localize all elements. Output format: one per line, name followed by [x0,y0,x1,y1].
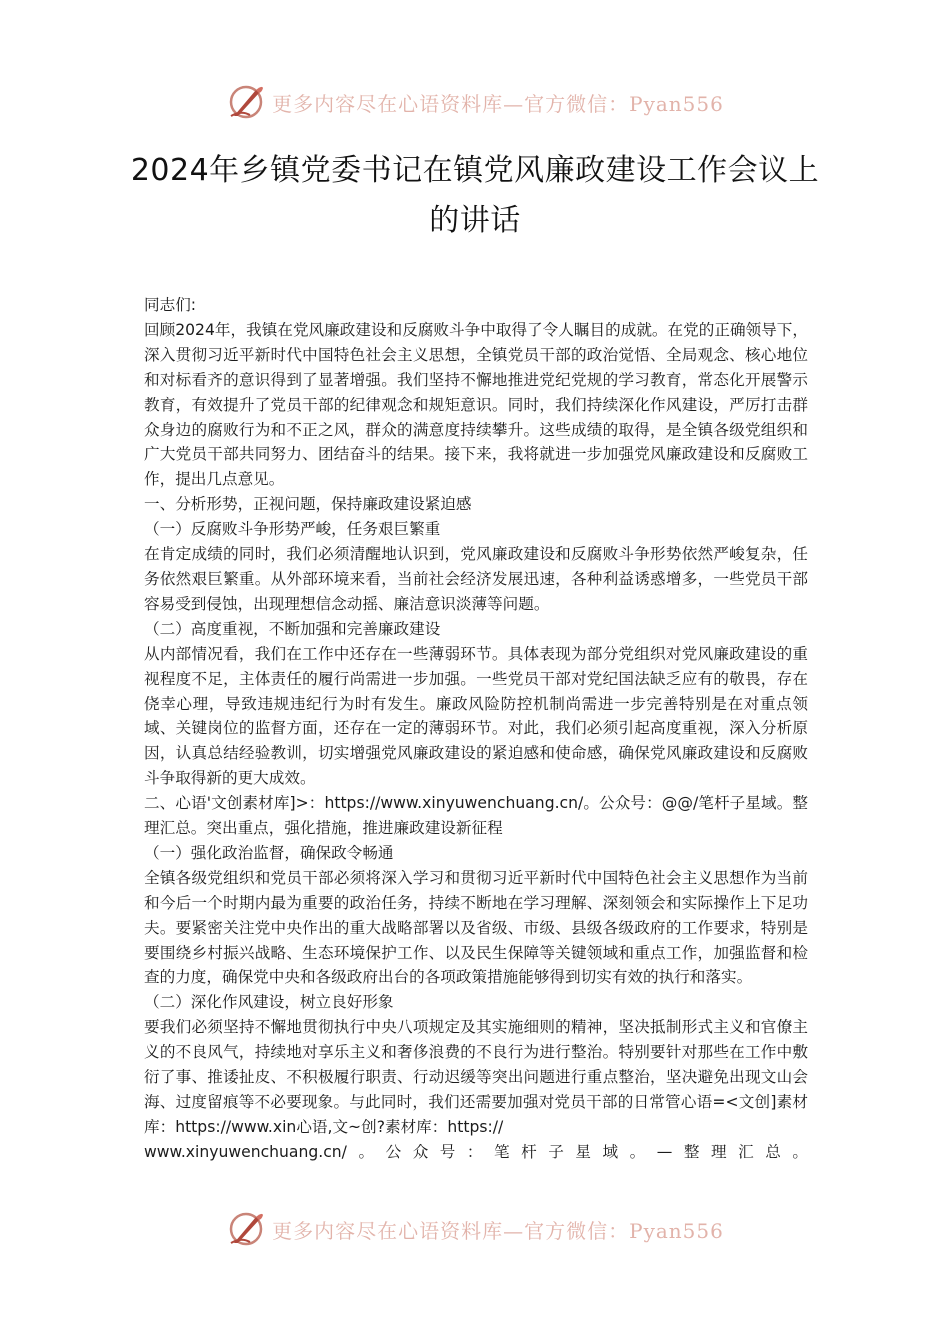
subsection-heading: （二）高度重视，不断加强和完善廉政建设 [144,619,441,638]
subsection-heading: （二）深化作风建设，树立良好形象 [144,993,394,1012]
body-paragraph: 要我们必须坚持不懈地贯彻执行中央八项规定及其实施细则的精神，坚决抵制形式主义和官僚主义的不良风气，持续地对享乐主义和奢侈浪费的不良行为进行整治。特别要针对那些在工作中敷衍了事、推诿扯皮、不积极履行职责、行动迟缓等突出问题进行重点整治，坚决避免出现文山会海、过度留痕等不必要现象。与此同时，我们还需要加强对党员干部的日常管心语=<文创]素材库：https://www.xin心语,文~创?素材库：https:// [144,1018,808,1136]
watermark-text: 更多内容尽在心语资料库—官方微信：Pyan556 [272,91,724,116]
body-paragraph: 从内部情况看，我们在工作中还存在一些薄弱环节。具体表现为部分党组织对党风廉政建设的重视程度不足，主体责任的履行尚需进一步加强。一些党员干部对党纪国法缺乏应有的敬畏，存在侥幸心理，导致违规违纪行为时有发生。廉政风险防控机制尚需进一步完善特别是在对重点领域、关键岗位的监督方面，还存在一定的薄弱环节。对此，我们必须引起高度重视，深入分析原因，认真总结经验教训，切实增强党风廉政建设的紧迫感和使命感，确保党风廉政建设和反腐败斗争取得新的更大成效。 [144,644,808,788]
quill-pen-icon [226,1209,266,1249]
document-body [144,293,808,1165]
footer-watermark-banner [0,1207,950,1251]
body-paragraph: 回顾2024年，我镇在党风廉政建设和反腐败斗争中取得了令人瞩目的成就。在党的正确领导下，深入贯彻习近平新时代中国特色社会主义思想，全镇党员干部的政治觉悟、全局观念、核心地位和对标看齐的意识得到了显著增强。我们坚持不懈地推进党纪党规的学习教育，常态化开展警示教育，有效提升了党员干部的纪律观念和规矩意识。同时，我们持续深化作风建设，严厉打击群众身边的腐败行为和不正之风，群众的满意度持续攀升。这些成绩的取得，是全镇各级党组织和广大党员干部共同努力、团结奋斗的结果。接下来，我将就进一步加强党风廉政建设和反腐败工作，提出几点意见。 [144,320,808,489]
quill-pen-icon [226,82,266,122]
document-title: 2024年乡镇党委书记在镇党风廉政建设工作会议上的讲话 [130,153,820,238]
salutation: 同志们: [144,296,197,314]
watermark-text: 更多内容尽在心语资料库—官方微信：Pyan556 [272,1218,724,1243]
header-watermark-banner [0,80,950,124]
subsection-heading: （一）强化政治监督，确保政令畅通 [144,843,394,862]
subsection-heading: （一）反腐败斗争形势严峻，任务艰巨繁重 [144,520,441,539]
section-heading: 一、分析形势，正视问题，保持廉政建设紧迫感 [144,495,472,514]
section-heading: 二、心语'文创素材库]>：https://www.xinyuwenchuang.cn/。公众号：@@/笔杆子星域。整理汇总。突出重点，强化措施，推进廉政建设新征程 [144,794,808,838]
body-paragraph-end: www.xinyuwenchuang.cn/。公众号：笔杆子星域。—整理汇总。 [144,1142,808,1161]
body-paragraph: 在肯定成绩的同时，我们必须清醒地认识到，党风廉政建设和反腐败斗争形势依然严峻复杂，任务依然艰巨繁重。从外部环境来看，当前社会经济发展迅速，各种利益诱惑增多，一些党员干部容易受到侵蚀，出现理想信念动摇、廉洁意识淡薄等问题。 [144,545,808,613]
body-paragraph: 全镇各级党组织和党员干部必须将深入学习和贯彻习近平新时代中国特色社会主义思想作为当前和今后一个时期内最为重要的政治任务，持续不断地在学习理解、深刻领会和实际操作上下足功夫。要紧密关注党中央作出的重大战略部署以及省级、市级、县级各级政府的工作要求，特别是要围绕乡村振兴战略、生态环境保护工作、以及民生保障等关键领域和重点工作，加强监督和检查的力度，确保党中央和各级政府出台的各项政策措施能够得到切实有效的执行和落实。 [144,868,808,987]
